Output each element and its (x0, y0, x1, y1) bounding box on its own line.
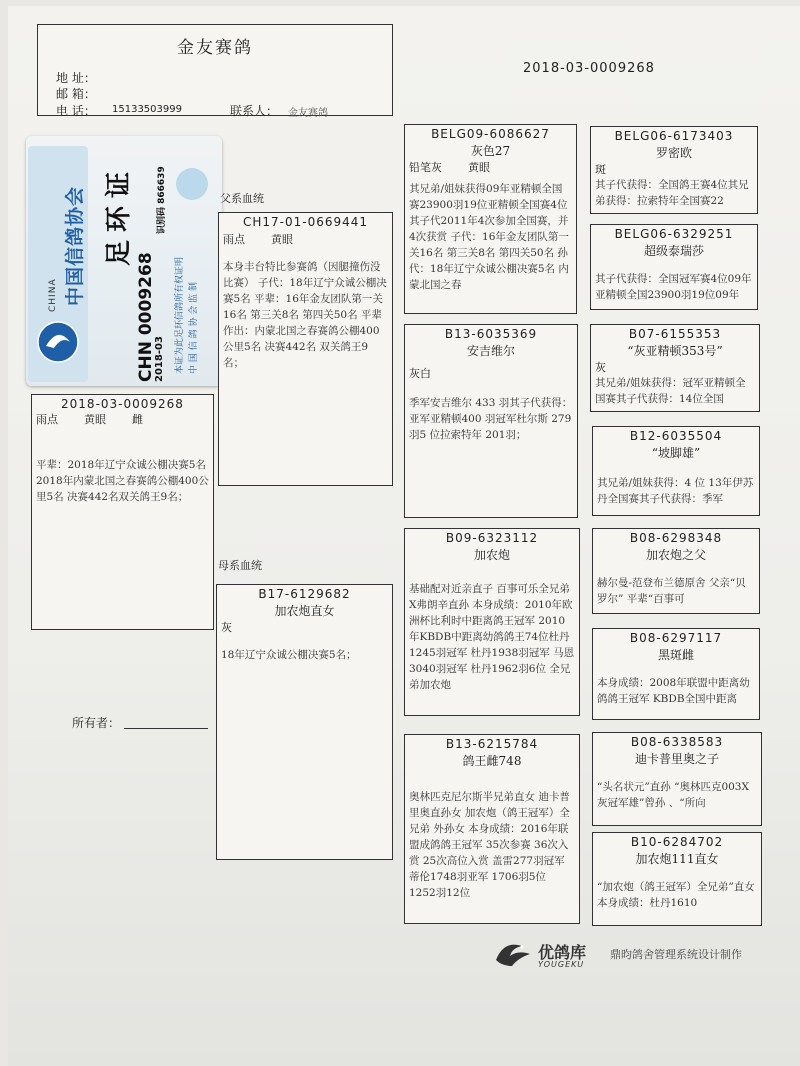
ring-certificate (26, 136, 222, 386)
gen2-desc: 季军安吉维尔 433 羽其子代获得：亚军亚精顿400 羽冠军杜尔斯 279 羽5 位拉索特年 201羽； (409, 397, 573, 441)
great-grandparent-card-6 (592, 628, 760, 720)
sire-ring: CH17-01-0669441 (242, 215, 369, 229)
subject-card (31, 394, 214, 630)
sire-card (218, 212, 393, 486)
cert-issuer: 中 国 信 鸽 协 会 监 制 (189, 281, 199, 374)
cert-country: CHINA (48, 278, 58, 312)
gen3-color: 斑 (595, 163, 606, 176)
gen3-ring: B08-6298348 (629, 531, 723, 545)
contact-value: 金友赛鸽 (288, 108, 328, 119)
gen2-eye: 黄眼 (468, 161, 490, 174)
subject-color: 雨点 (36, 413, 58, 426)
great-grandparent-card-8 (592, 832, 762, 926)
gen3-name: 超级泰瑞莎 (643, 244, 704, 258)
cert-year: 2018-03 (154, 336, 165, 382)
gen2-desc: 其兄弟/姐妹获得09年亚精顿全国赛23900羽19位亚精顿全国赛4位其子代2011年4次参加全国赛，并4次获赏 子代：16年金友团队第一关16名 第三关8名 第四关50名 孙代：18年辽宁众诚公棚决赛5名 内蒙北国之春 (409, 183, 569, 291)
gen3-name: 迪卡普里奥之子 (634, 752, 719, 766)
subject-eye: 黄眼 (84, 413, 106, 426)
gen3-desc: 其子代获得：全国冠军赛4位09年亚精顿全国23900羽19位09年 (595, 273, 752, 301)
gen3-ring: B10-6284702 (630, 835, 724, 849)
gen2-color: 灰白 (409, 367, 431, 380)
gen2-ring: B09-6323112 (445, 531, 539, 545)
gen3-name: “灰亚精顿353号” (627, 344, 723, 358)
footer-credit: 鼎昀鸽舍管理系统设计制作 (610, 948, 742, 961)
gen3-desc: 其兄弟/姐妹获得：冠军亚精顿全国赛其子代获得：14位全国 (595, 377, 746, 405)
gen3-name: “坡脚雄” (651, 446, 701, 460)
cert-ring: CHN 0009268 (136, 252, 156, 382)
sire-desc: 本身丰台特比参赛鸽（因腿撞伤没比赛） 子代：18年辽宁众诚公棚决赛5名 平辈：16年金友团队第一关16名 第三关8名 第四关50名 平辈作出：内蒙北国之春赛鸽公棚400公里5名 决赛442名 双关鸽王9名； (223, 261, 387, 369)
subject-ring: 2018-03-0009268 (61, 397, 184, 411)
gen2-color: 铅笔灰 (409, 161, 442, 174)
gen3-desc: 其子代获得：全国鸽王赛4位其兄弟获得：拉索特年全国赛22 (595, 179, 749, 207)
sire-color: 雨点 (223, 233, 245, 246)
email-label: 邮 箱： (56, 87, 96, 101)
great-grandparent-card-4 (592, 426, 760, 516)
gen3-name: 加农炮111直女 (635, 852, 719, 866)
header-box (37, 24, 393, 119)
gen2-name: 鸽王雌748 (462, 754, 522, 768)
owner-label: 所有者： (72, 716, 121, 730)
gen3-desc: “头名状元”直孙 “奥林匹克003X灰冠军雄”曾孙 、“所向 (597, 781, 749, 809)
gen3-ring: BELG06-6329251 (614, 227, 734, 241)
subject-desc: 平辈：2018年辽宁众诚公棚决赛5名 2018年内蒙北国之春赛鸽公棚400公里5名 决赛442名双关鸽王9名； (36, 459, 209, 503)
dam-ring: B17-6129682 (258, 587, 351, 601)
gen2-attrs (405, 159, 576, 175)
gen3-ring: B08-6338583 (630, 735, 724, 749)
gen2-name: 安吉维尔 (466, 344, 515, 358)
gen3-desc: 其兄弟/姐妹获得：4 位 13年伊苏丹全国赛其子代获得：季军 (597, 477, 754, 505)
brand-logo-icon (492, 938, 536, 968)
great-grandparent-card-1 (590, 126, 758, 214)
phone-value: 15133503999 (112, 104, 182, 115)
gen3-name: 加农炮之父 (645, 548, 706, 562)
gen2-desc: 奥林匹克尼尔斯半兄弟直女 迪卡普里奥直孙女 加农炮（鸽王冠军）全兄弟 外孙女 本身成绩：2016年联盟成鸽鸽王冠军 35次参赛 36次入赏 25次高位入赏 盖雷277羽冠军 蒂伦1748羽亚军 1706羽5位 1252羽12位 (409, 791, 570, 899)
contact-label: 联系人： (230, 104, 279, 118)
gen2-name: 灰色27 (470, 144, 511, 158)
dam-desc: 18年辽宁众诚公棚决赛5名； (221, 649, 357, 661)
gen2-ring: BELG09-6086627 (431, 127, 550, 141)
cert-code: 识别码 866639 (157, 166, 167, 234)
great-grandparent-card-3 (590, 324, 760, 412)
gen3-ring: B07-6155353 (628, 327, 722, 341)
great-grandparent-card-7 (592, 732, 762, 826)
sire-attrs (219, 231, 392, 247)
cert-logo-icon (36, 320, 80, 364)
cert-org: 中国信鸽协会 (64, 185, 86, 306)
cert-title: 足环证 (104, 163, 134, 266)
grandparent-card-3 (404, 528, 580, 716)
address-label: 地 址： (56, 71, 96, 85)
subject-attrs (32, 411, 213, 427)
subject-sex: 雌 (132, 413, 143, 426)
sire-eye: 黄眼 (271, 233, 293, 246)
brand-name: 优鸽库 (538, 943, 587, 962)
gen3-ring: B12-6035504 (629, 429, 723, 443)
gen2-name: 加农炮 (473, 548, 510, 562)
dam-card (216, 584, 393, 860)
grandparent-card-4 (404, 734, 580, 924)
dam-color: 灰 (221, 621, 232, 634)
phone-label: 电 话： (56, 104, 96, 118)
sire-section-label: 父系血统 (220, 192, 264, 205)
gen3-name: 罗密欧 (655, 146, 692, 160)
grandparent-card-2 (404, 324, 578, 518)
dam-name: 加农炮直女 (274, 604, 335, 618)
cert-note: 本证为此足环信鸽所有权证明 (175, 256, 185, 374)
gen2-desc: 基础配对近亲直子 百事可乐全兄弟X弗朗辛直孙 本身成绩：2010年欧洲杯比利时中距离鸽王冠军 2010年KBDB中距离幼鸽鸽王74位杜丹1245羽冠军 杜丹1938羽冠军 马恩3040羽冠军 杜丹1962羽6位 全兄弟加农炮 (409, 583, 575, 691)
cert-seal-icon (176, 168, 208, 200)
gen3-color: 灰 (595, 361, 606, 374)
great-grandparent-card-2 (590, 224, 758, 310)
gen3-desc: “加农炮（鸽王冠军）全兄弟”直女 本身成绩：杜丹1610 (597, 881, 755, 909)
dam-section-label: 母系血统 (218, 559, 262, 572)
gen3-name: 黑斑雌 (657, 648, 694, 662)
gen3-ring: BELG06-6173403 (614, 129, 734, 143)
gen3-ring: B08-6297117 (629, 631, 723, 645)
gen2-ring: B13-6035369 (444, 327, 538, 341)
gen2-ring: B13-6215784 (445, 737, 539, 751)
grandparent-card-1 (404, 124, 577, 314)
brand-name-en: YOUGEKU (538, 960, 585, 969)
owner-line (124, 728, 208, 729)
gen3-desc: 赫尔曼-范登布兰德原舍 父亲“贝罗尔” 平辈“百事可 (597, 577, 746, 605)
great-grandparent-card-5 (592, 528, 760, 614)
gen3-desc: 本身成绩：2008年联盟中距离幼鸽鸽王冠军 KBDB全国中距离 (597, 677, 750, 705)
header-title: 金友赛鸽 (177, 38, 253, 58)
pedigree-sheet (8, 6, 800, 1066)
header-ring-number: 2018-03-0009268 (523, 61, 655, 76)
